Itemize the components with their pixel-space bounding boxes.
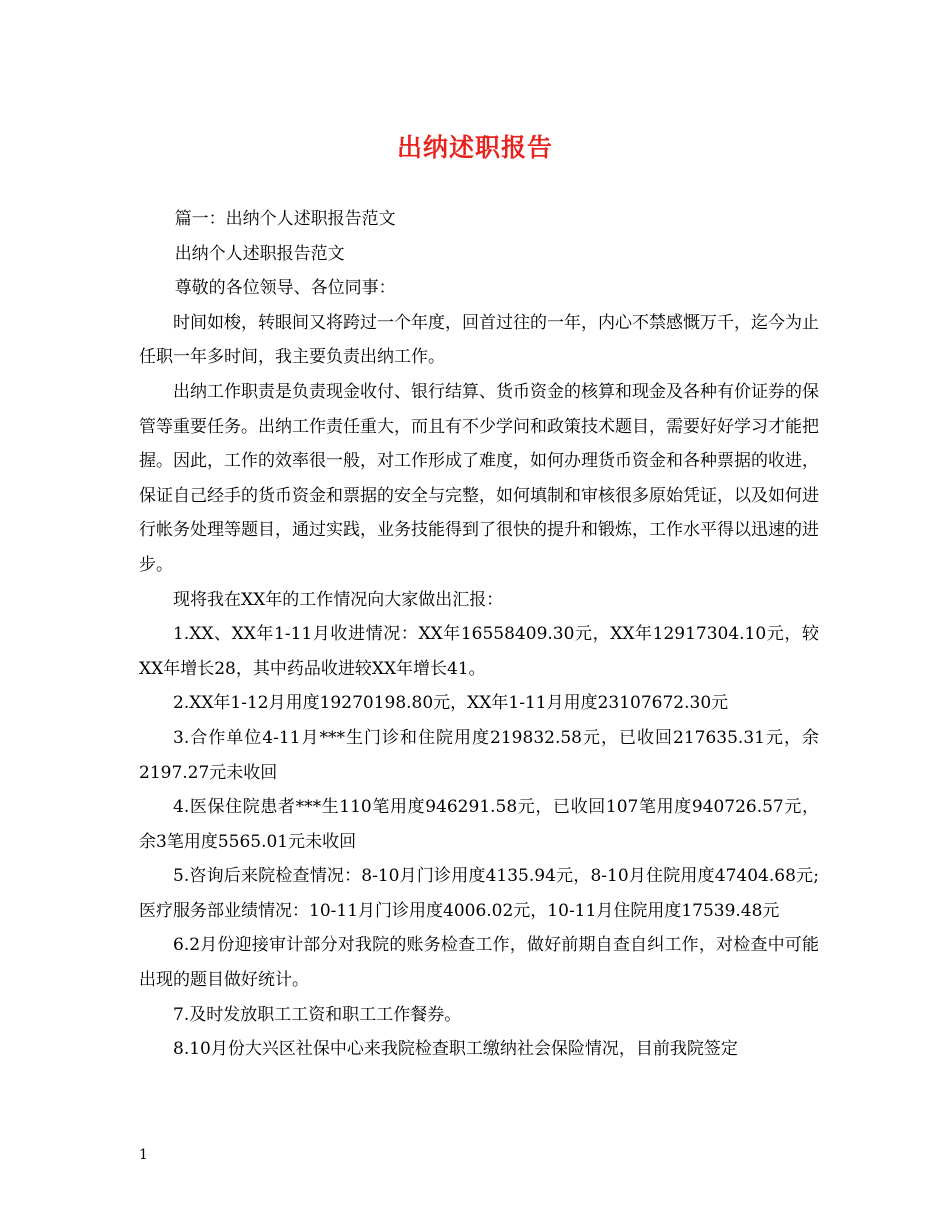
paragraph-section-heading: 篇一：出纳个人述职报告范文 <box>174 209 396 229</box>
paragraph: 4.医保住院患者***生110笔用度946291.58元，已收回107笔用度940726.57元，余3笔用度5565.01元未收回 <box>139 797 819 852</box>
paragraph: 3.合作单位4-11月***生门诊和住院用度219832.58元，已收回217635.31元，余2197.27元未收回 <box>139 727 819 783</box>
paragraph: 5.咨询后来院检查情况：8-10月门诊用度4135.94元，8-10月住院用度47404.68元;医疗服务部业绩情况：10-11月门诊用度4006.02元，10-11月住院用度17539.48元 <box>139 866 819 921</box>
paragraph-subtitle: 出纳个人述职报告范文 <box>174 243 345 264</box>
paragraph: 6.2月份迎接审计部分对我院的账务检查工作，做好前期自查自纠工作，对检查中可能出现的题目做好统计。 <box>139 935 819 991</box>
paragraph: 7.及时发放职工工资和职工工作餐券。 <box>173 1004 462 1025</box>
document-body <box>139 202 819 1067</box>
paragraph: 出纳工作职责是负责现金收付、银行结算、货币资金的核算和现金及各种有价证券的保管等重要任务。出纳工作责任重大，而且有不少学问和政策技术题目，需要好好学习才能把握。因此，工作的效率很一般，对工作形成了难度，如何办理货币资金和各种票据的收进，保证自己经手的货币资金和票据的安全与完整，如何填制和审核很多原始凭证，以及如何进行帐务处理等题目，通过实践，业务技能得到了很快的提升和锻炼，工作水平得以迅速的进步。 <box>139 381 819 575</box>
page-number: 1 <box>139 1147 148 1163</box>
paragraph: 8.10月份大兴区社保中心来我院检查职工缴纳社会保险情况，目前我院签定 <box>173 1039 738 1060</box>
paragraph: 时间如梭，转眼间又将跨过一个年度，回首过往的一年，内心不禁感慨万千，迄今为止任职一年多时间，我主要负责出纳工作。 <box>139 312 819 368</box>
paragraph: 2.XX年1-12月用度19270198.80元，XX年1-11月用度23107672.30元 <box>173 693 729 714</box>
document-title: 出纳述职报告 <box>396 133 553 162</box>
paragraph-salutation: 尊敬的各位领导、各位同事： <box>174 278 396 299</box>
paragraph: 1.XX、XX年1-11月收进情况：XX年16558409.30元，XX年12917304.10元，较XX年增长28，其中药品收进较XX年增长41。 <box>139 624 819 679</box>
paragraph: 现将我在XX年的工作情况向大家做出汇报： <box>173 589 504 610</box>
